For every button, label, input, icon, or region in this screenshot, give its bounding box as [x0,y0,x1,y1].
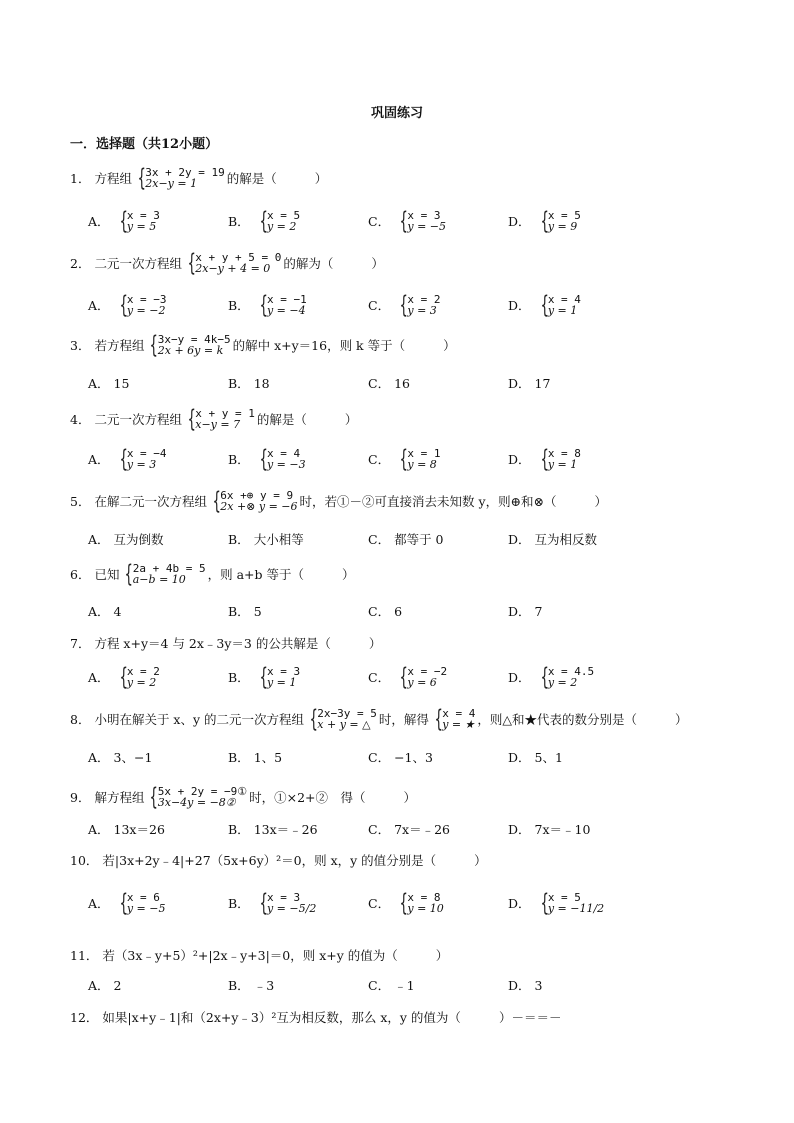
equation-system: { 6x +⊕ y = 9 2x +⊗ y = −6 [212,487,298,515]
question-1: 1． 方程组 { 3x + 2y = 19 2x−y = 1 的解是（ ） [70,164,328,192]
equation-system: { x + y = 1 x−y = 7 [187,405,255,433]
option-d[interactable]: D． { x = 5 y = 9 [508,207,581,235]
option-a[interactable]: A． 4 [88,603,122,619]
page-title: 巩固练习 [370,106,423,121]
options-4 [88,445,648,473]
option-a[interactable]: A． 3、−1 [88,750,153,765]
option-d[interactable]: D． 3 [508,977,543,993]
option-c[interactable]: C． { x = 8 y = 10 [368,889,444,917]
option-b[interactable]: B． { x = −1 y = −4 [228,291,307,319]
option-d[interactable]: D． 5、1 [508,750,563,765]
equation-system: { 2a + 4b = 5 a−b = 10 [124,560,206,588]
equation-system: { 3x−y = 4k−5 2x + 6y = k [149,331,231,359]
option-b[interactable]: B． { x = 4 y = −3 [228,445,306,473]
option-c[interactable]: C． ﹣1 [368,978,415,993]
option-b[interactable]: B． { x = 3 y = −5/2 [228,889,317,917]
equation-system: { x + y + 5 = 0 2x−y + 4 = 0 [187,249,282,277]
question-4: 4． 二元一次方程组 { x + y = 1 x−y = 7 的解是（ ） [70,405,358,433]
option-c[interactable]: C． { x = −2 y = 6 [368,663,448,691]
question-12: 12． 如果|x+y﹣1|和（2x+y﹣3）²互为相反数，那么 x，y 的值为（ ）－＝＝－ [70,1010,562,1025]
option-d[interactable]: D． { x = 4 y = 1 [508,291,581,319]
question-5: 5． 在解二元一次方程组 { 6x +⊕ y = 9 2x +⊗ y = −6 时，若①－②可直接消去未知数 y，则⊕和⊗（ ） [70,487,608,515]
option-c[interactable]: C． 7x＝﹣26 [368,822,450,837]
option-a[interactable]: A． { x = −4 y = 3 [88,445,167,473]
option-c[interactable]: C． 6 [368,603,403,619]
option-d[interactable]: D． { x = 4.5 y = 2 [508,663,595,691]
question-8: 8． 小明在解关于 x、y 的二元一次方程组 { 2x−3y = 5 x + y = △ 时，解得 { x = 4 y = ★ ，则△和★代表的数分别是（ ） [70,705,688,733]
question-7: 7． 方程 x+y＝4 与 2x﹣3y＝3 的公共解是（ ） [70,636,382,651]
option-a[interactable]: A． 互为倒数 [88,532,164,547]
option-a[interactable]: A． 2 [88,977,122,993]
option-a[interactable]: A． { x = 6 y = −5 [88,889,166,917]
option-c[interactable]: C． { x = 1 y = 8 [368,445,441,473]
option-a[interactable]: A． 13x＝26 [88,822,165,837]
question-11: 11． 若（3x﹣y+5）²+|2x﹣y+3|＝0，则 x+y 的值为（ ） [70,948,449,963]
options-5 [88,530,648,548]
question-3: 3． 若方程组 { 3x−y = 4k−5 2x + 6y = k 的解中 x+y＝16，则 k 等于（ ） [70,331,456,359]
option-b[interactable]: B． { x = 5 y = 2 [228,207,301,235]
option-a[interactable]: A． { x = 2 y = 2 [88,663,160,691]
option-d[interactable]: D． 7 [508,603,543,619]
equation-system: { 2x−3y = 5 x + y = △ [309,705,377,733]
equation-system: { 3x + 2y = 19 2x−y = 1 [137,164,225,192]
option-b[interactable]: B． 1、5 [228,750,283,765]
option-b[interactable]: B． 大小相等 [228,532,304,547]
section-heading: 一．选择题（共12小题） [70,137,219,152]
options-11 [88,976,648,994]
options-3 [88,374,648,392]
options-9 [88,820,648,838]
options-10 [88,889,648,917]
option-b[interactable]: B． ﹣3 [228,978,275,993]
option-d[interactable]: D． 互为相反数 [508,532,598,547]
option-d[interactable]: D． 7x＝﹣10 [508,822,591,837]
option-d[interactable]: D． { x = 8 y = 1 [508,445,581,473]
options-2 [88,291,648,319]
option-a[interactable]: A． 15 [88,375,130,391]
option-b[interactable]: B． 13x＝﹣26 [228,822,318,837]
option-a[interactable]: A． { x = 3 y = 5 [88,207,160,235]
option-c[interactable]: C． 都等于 0 [368,532,444,547]
question-2: 2． 二元一次方程组 { x + y + 5 = 0 2x−y + 4 = 0 的解为（ ） [70,249,384,277]
option-c[interactable]: C． { x = 3 y = −5 [368,207,446,235]
option-c[interactable]: C． 16 [368,375,410,391]
option-c[interactable]: C． −1、3 [368,750,433,765]
question-6: 6． 已知 { 2a + 4b = 5 a−b = 10 ，则 a+b 等于（ ） [70,560,355,588]
option-d[interactable]: D． 17 [508,375,551,391]
option-b[interactable]: B． 5 [228,603,262,619]
option-d[interactable]: D． { x = 5 y = −11/2 [508,889,605,917]
options-7 [88,663,648,691]
options-1 [88,207,648,235]
option-a[interactable]: A． { x = −3 y = −2 [88,291,167,319]
solution-system: { x = 4 y = ★ [434,705,476,733]
option-b[interactable]: B． { x = 3 y = 1 [228,663,301,691]
question-10: 10． 若|3x+2y﹣4|+27（5x+6y）²＝0，则 x，y 的值分别是（ ） [70,853,487,868]
option-c[interactable]: C． { x = 2 y = 3 [368,291,441,319]
options-8 [88,748,648,766]
options-6 [88,602,648,620]
option-b[interactable]: B． 18 [228,375,270,391]
question-9: 9． 解方程组 { 5x + 2y = −9① 3x−4y = −8② 时，①×2+② 得（ ） [70,783,417,811]
equation-system: { 5x + 2y = −9① 3x−4y = −8② [149,783,248,811]
